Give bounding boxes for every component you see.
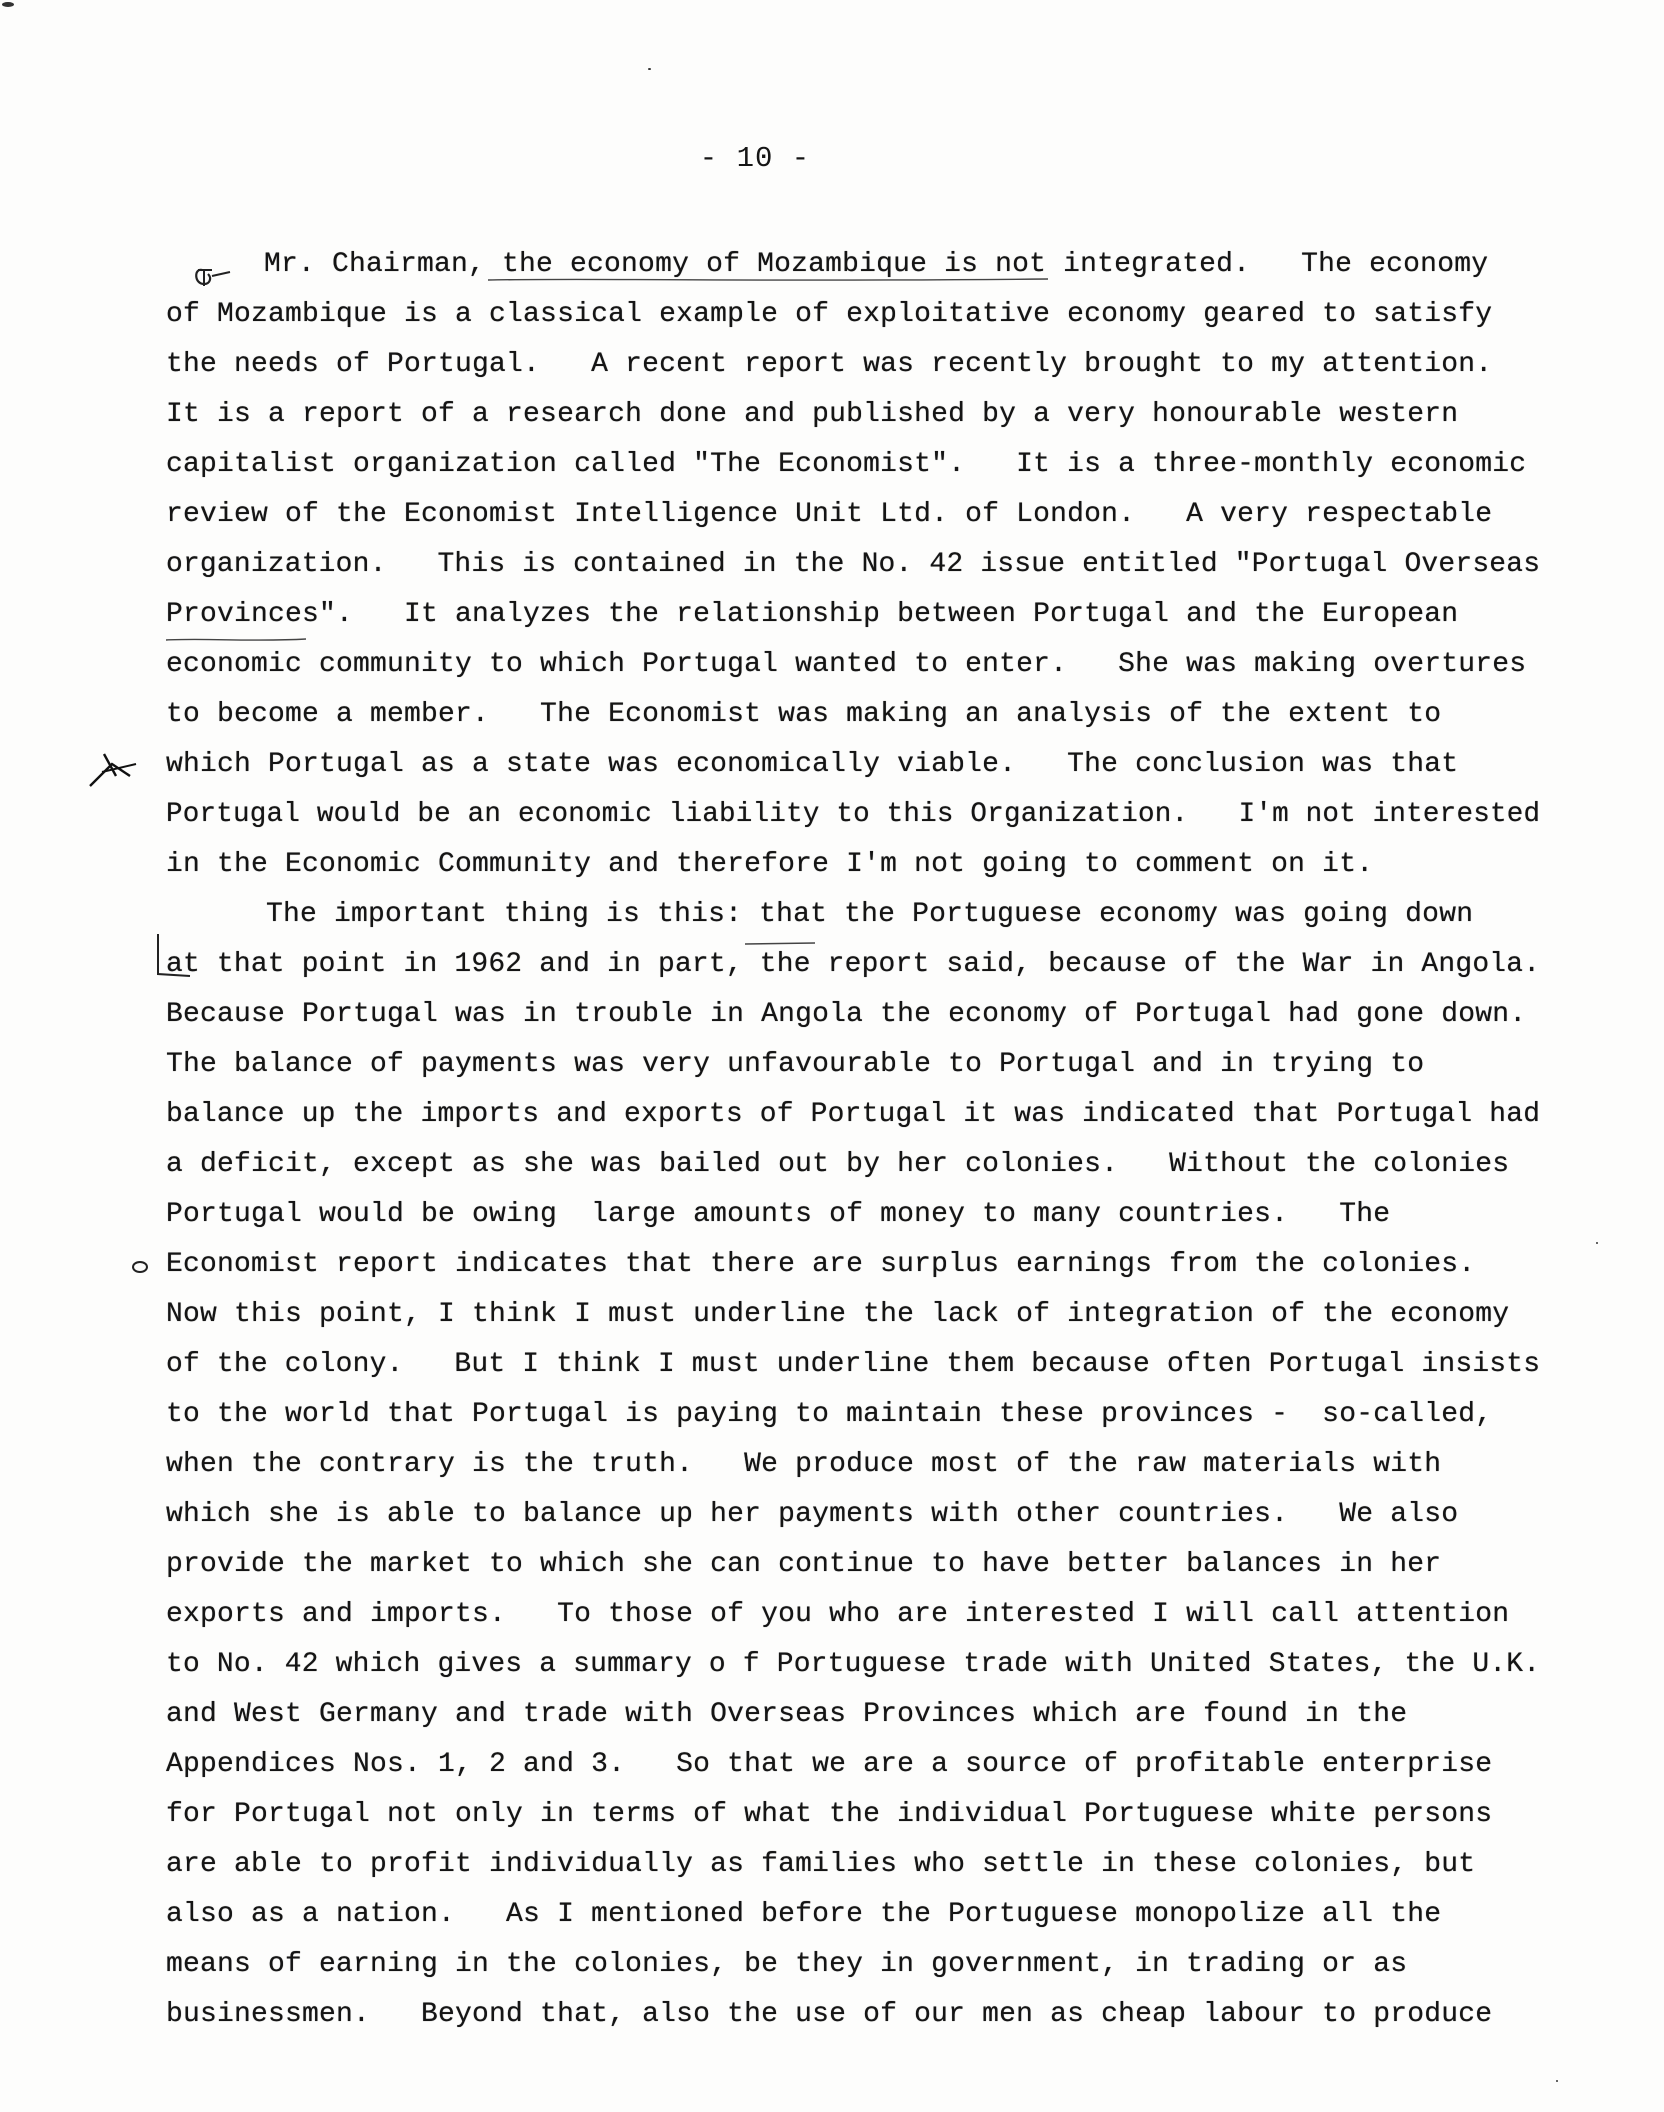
text-line: Portugal would be an economic liability to this Organization. I'm not interested <box>166 799 1541 830</box>
text-line: organization. This is contained in the No. 42 issue entitled "Portugal Overseas <box>166 549 1541 580</box>
text-line: balance up the imports and exports of Portugal it was indicated that Portugal had <box>166 1099 1541 1130</box>
page-number: - 10 - <box>699 142 811 175</box>
handwritten-circle-mark-icon <box>129 1258 151 1276</box>
text-line: Appendices Nos. 1, 2 and 3. So that we are a source of profitable enterprise <box>166 1749 1493 1780</box>
text-line: also as a nation. As I mentioned before the Portuguese monopolize all the <box>166 1899 1442 1930</box>
text-line: capitalist organization called "The Economist". It is a three-monthly economic <box>166 449 1527 480</box>
text-line: Now this point, I think I must underline the lack of integration of the economy <box>166 1299 1510 1330</box>
text-line: Economist report indicates that there are surplus earnings from the colonies. <box>166 1249 1476 1280</box>
text-line: provide the market to which she can continue to have better balances in her <box>166 1549 1442 1580</box>
text-line: the needs of Portugal. A recent report was recently brought to my attention. <box>166 349 1493 380</box>
handwritten-star-mark-icon <box>82 746 140 794</box>
text-line: economic community to which Portugal wanted to enter. She was making overtures <box>166 649 1527 680</box>
underline-mark <box>745 940 815 948</box>
text-line: Because Portugal was in trouble in Angola the economy of Portugal had gone down. <box>166 999 1527 1030</box>
text-line: Portugal would be owing large amounts of money to many countries. The <box>166 1199 1391 1230</box>
handwritten-paragraph-mark-icon <box>190 262 238 292</box>
text-line: which she is able to balance up her payments with other countries. We also <box>166 1499 1459 1530</box>
text-line: are able to profit individually as families who settle in these colonies, but <box>166 1849 1476 1880</box>
text-line: to No. 42 which gives a summary o f Portuguese trade with United States, the U.K. <box>166 1649 1541 1680</box>
scan-speck <box>2 2 14 7</box>
text-line: means of earning in the colonies, be they in government, in trading or as <box>166 1949 1408 1980</box>
scan-speck <box>1596 1242 1598 1244</box>
text-line: Provinces". It analyzes the relationship between Portugal and the European <box>166 599 1459 630</box>
text-line: when the contrary is the truth. We produce most of the raw materials with <box>166 1449 1442 1480</box>
scan-speck <box>1556 2080 1558 2082</box>
text-line: businessmen. Beyond that, also the use of our men as cheap labour to produce <box>166 1999 1493 2030</box>
underline-mark <box>166 636 306 646</box>
text-line: The important thing is this: that the Portuguese economy was going down <box>266 899 1474 930</box>
text-line: review of the Economist Intelligence Unit Ltd. of London. A very respectable <box>166 499 1493 530</box>
text-line: which Portugal as a state was economically viable. The conclusion was that <box>166 749 1459 780</box>
text-line: The balance of payments was very unfavourable to Portugal and in trying to <box>166 1049 1425 1080</box>
text-line: at that point in 1962 and in part, the report said, because of the War in Angola. <box>166 949 1541 980</box>
text-line: of Mozambique is a classical example of exploitative economy geared to satisfy <box>166 299 1493 330</box>
text-line: to become a member. The Economist was making an analysis of the extent to <box>166 699 1442 730</box>
text-line: in the Economic Community and therefore I'm not going to comment on it. <box>166 849 1374 880</box>
text-line: and West Germany and trade with Overseas Provinces which are found in the <box>166 1699 1408 1730</box>
text-line: of the colony. But I think I must underline them because often Portugal insists <box>166 1349 1541 1380</box>
text-line: to the world that Portugal is paying to maintain these provinces - so-called, <box>166 1399 1493 1430</box>
text-line: It is a report of a research done and published by a very honourable western <box>166 399 1459 430</box>
text-line: Mr. Chairman, the economy of Mozambique is not integrated. The economy <box>264 249 1489 280</box>
scan-speck <box>648 68 651 70</box>
text-line: for Portugal not only in terms of what the individual Portuguese white persons <box>166 1799 1493 1830</box>
text-line: a deficit, except as she was bailed out by her colonies. Without the colonies <box>166 1149 1510 1180</box>
text-line: exports and imports. To those of you who are interested I will call attention <box>166 1599 1510 1630</box>
